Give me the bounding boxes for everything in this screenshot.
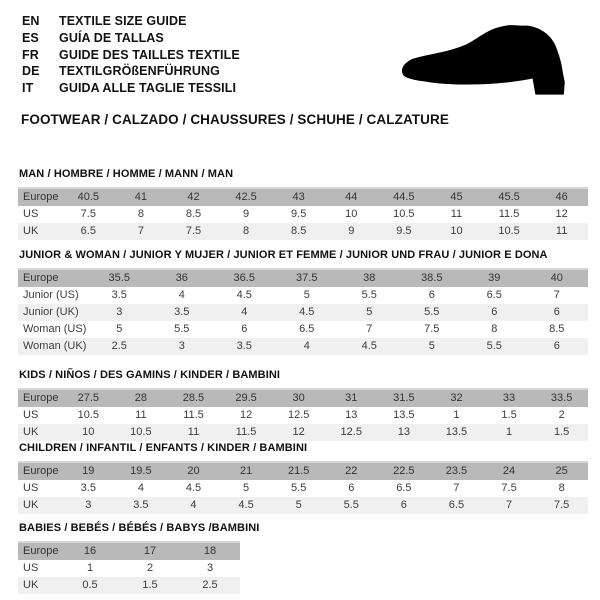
language-label: GUIDE DES TAILLES TEXTILE — [59, 47, 240, 62]
language-code: IT — [22, 81, 34, 96]
size-value: 37.5 — [296, 272, 318, 284]
size-value: 42.5 — [235, 191, 257, 203]
size-value: 32 — [450, 392, 463, 404]
size-value: 10.5 — [393, 208, 415, 220]
size-value: 4 — [190, 499, 197, 511]
size-value: 5 — [428, 340, 435, 352]
size-value: 8 — [558, 482, 565, 494]
size-value: 10 — [82, 426, 95, 438]
size-value: 17 — [143, 545, 157, 557]
size-value: 6 — [400, 499, 407, 511]
size-value: 10.5 — [130, 426, 152, 438]
size-value: 0.5 — [82, 579, 98, 591]
size-value: 4.5 — [299, 306, 315, 318]
size-value: 2.5 — [111, 340, 127, 352]
size-value: 1.5 — [501, 409, 517, 421]
size-value: 9 — [243, 208, 250, 220]
language-code: EN — [22, 14, 40, 28]
size-value: 8.5 — [185, 208, 202, 220]
size-value: 4.5 — [236, 289, 252, 301]
row-label: Europe — [23, 545, 59, 557]
size-value: 28.5 — [182, 392, 205, 404]
section-title: BABIES / BEBÉS / BÉBÉS / BABYS /BAMBINI — [19, 522, 260, 534]
size-value: 12 — [555, 208, 568, 220]
size-value: 6.5 — [448, 499, 465, 511]
section-junior — [18, 249, 588, 355]
size-value: 7 — [137, 225, 144, 237]
size-value: 23.5 — [445, 465, 468, 477]
size-value: 6.5 — [396, 482, 412, 494]
size-value: 25 — [555, 465, 568, 477]
table-row-europe — [18, 270, 588, 287]
size-value: 39 — [488, 272, 501, 284]
size-value: 3.5 — [236, 340, 252, 352]
size-value: 11 — [135, 409, 147, 421]
language-label: TEXTILE SIZE GUIDE — [59, 14, 187, 28]
size-value: 10.5 — [77, 409, 99, 421]
size-value: 11.5 — [235, 426, 257, 438]
size-value: 19 — [82, 465, 95, 477]
size-table — [18, 541, 240, 594]
size-value: 36.5 — [233, 272, 255, 284]
size-value: 8 — [137, 208, 144, 220]
size-value: 44.5 — [393, 191, 415, 203]
size-value: 38 — [363, 272, 376, 284]
size-value: 5.5 — [486, 340, 502, 352]
language-code: DE — [22, 64, 40, 79]
size-value: 7 — [453, 482, 460, 494]
size-value: 5.5 — [424, 306, 440, 318]
size-value: 28 — [134, 392, 148, 404]
row-label: Woman (UK) — [23, 340, 87, 352]
size-value: 22 — [345, 465, 358, 477]
section-title: JUNIOR & WOMAN / JUNIOR Y MUJER / JUNIOR ET FEMME / JUNIOR UND FRAU / JUNIOR E DONA — [19, 249, 548, 261]
size-table — [18, 388, 588, 441]
size-value: 4 — [241, 306, 248, 318]
size-value: 5.5 — [361, 289, 377, 301]
size-value: 7.5 — [80, 208, 96, 220]
size-value: 2 — [146, 562, 154, 574]
row-label: US — [23, 562, 39, 574]
language-code: FR — [22, 47, 39, 62]
language-label: GUIDA ALLE TAGLIE TESSILI — [59, 81, 237, 96]
table-row-uk — [18, 497, 588, 514]
row-label: US — [23, 482, 39, 494]
row-label: Woman (US) — [23, 323, 87, 335]
size-value: 3 — [206, 562, 214, 574]
size-value: 6.5 — [299, 323, 315, 335]
section-man — [18, 168, 588, 240]
size-value: 11 — [450, 208, 463, 220]
size-value: 9.5 — [396, 225, 412, 237]
table-row-europe — [18, 543, 240, 560]
size-value: 45.5 — [498, 191, 520, 203]
table-row-uk — [18, 424, 588, 441]
size-table — [18, 268, 588, 355]
size-value: 21.5 — [287, 465, 310, 477]
size-value: 7 — [553, 289, 560, 301]
table-row-uk — [18, 223, 588, 240]
size-value: 40.5 — [77, 191, 99, 203]
language-code: ES — [22, 30, 39, 45]
size-value: 8 — [491, 323, 498, 335]
size-value: 6 — [348, 482, 355, 494]
size-value: 13.5 — [445, 426, 468, 438]
table-row-woman-uk — [18, 338, 588, 355]
size-value: 12 — [292, 426, 305, 438]
size-value: 7.5 — [424, 323, 440, 335]
size-value: 6.5 — [80, 225, 96, 237]
size-value: 13 — [397, 426, 410, 438]
size-value: 33 — [502, 392, 516, 404]
size-value: 38.5 — [421, 272, 443, 284]
row-label: UK — [23, 225, 39, 237]
section-title: KIDS / NIÑOS / DES GAMINS / KINDER / BAMBINI — [19, 369, 281, 381]
size-value: 3.5 — [133, 499, 149, 511]
table-row-europe — [18, 390, 588, 407]
size-value: 11 — [187, 426, 200, 438]
size-value: 3 — [178, 340, 185, 352]
table-row-europe — [18, 189, 588, 206]
size-value: 36 — [175, 272, 188, 284]
table-row-junior-us — [18, 287, 588, 304]
size-value: 9 — [348, 225, 355, 237]
row-label: Junior (US) — [23, 289, 79, 301]
size-value: 27.5 — [77, 392, 99, 404]
size-value: 4.5 — [361, 340, 377, 352]
table-row-europe — [18, 463, 588, 480]
row-label: Europe — [23, 272, 59, 284]
size-value: 29.5 — [235, 392, 257, 404]
size-value: 7.5 — [553, 499, 570, 511]
size-value: 35.5 — [108, 272, 130, 284]
size-value: 12.5 — [287, 409, 310, 421]
size-value: 11 — [555, 225, 568, 237]
size-value: 30 — [292, 392, 305, 404]
size-value: 21 — [239, 465, 253, 477]
size-value: 43 — [292, 191, 305, 203]
size-value: 4.5 — [185, 482, 202, 494]
size-value: 18 — [203, 545, 217, 557]
size-value: 7.5 — [501, 482, 517, 494]
size-value: 12 — [239, 409, 253, 421]
size-value: 31.5 — [393, 392, 415, 404]
size-value: 8 — [243, 225, 250, 237]
row-label: UK — [23, 499, 39, 511]
section-babies — [18, 522, 588, 594]
row-label: Junior (UK) — [23, 306, 79, 318]
row-label: Europe — [23, 392, 59, 404]
size-value: 4 — [303, 340, 310, 352]
size-value: 10 — [450, 225, 463, 237]
size-value: 4 — [178, 289, 185, 301]
size-value: 42 — [187, 191, 200, 203]
size-value: 2 — [558, 409, 565, 421]
size-value: 5 — [366, 306, 373, 318]
size-tables — [18, 0, 588, 600]
size-value: 1.5 — [142, 579, 158, 591]
size-value: 3 — [116, 306, 123, 318]
size-value: 19.5 — [130, 465, 152, 477]
row-label: UK — [23, 579, 39, 591]
row-label: Europe — [23, 465, 59, 477]
size-value: 6.5 — [486, 289, 502, 301]
size-value: 8.5 — [549, 323, 565, 335]
size-value: 40 — [550, 272, 563, 284]
table-row-us — [18, 206, 588, 223]
size-value: 5 — [116, 323, 123, 335]
size-table — [18, 461, 588, 514]
section-title: CHILDREN / INFANTIL / ENFANTS / KINDER / BAMBINI — [19, 442, 308, 454]
size-value: 10.5 — [498, 225, 520, 237]
size-value: 3.5 — [80, 482, 96, 494]
row-label: US — [23, 409, 39, 421]
size-value: 6 — [553, 306, 560, 318]
size-value: 31 — [345, 392, 358, 404]
section-children — [18, 442, 588, 514]
size-value: 12.5 — [340, 426, 362, 438]
size-value: 5.5 — [343, 499, 359, 511]
size-value: 6 — [241, 323, 248, 335]
table-row-us — [18, 480, 588, 497]
row-label: US — [23, 208, 39, 220]
size-value: 13 — [345, 409, 358, 421]
size-value: 6 — [428, 289, 435, 301]
size-value: 5 — [303, 289, 310, 301]
size-value: 11.5 — [498, 208, 520, 220]
size-value: 22.5 — [393, 465, 415, 477]
size-value: 45 — [450, 191, 463, 203]
size-value: 1 — [505, 426, 513, 438]
language-label: GUÍA DE TALLAS — [59, 30, 164, 45]
size-value: 7 — [366, 323, 373, 335]
size-value: 24 — [502, 465, 516, 477]
size-value: 1 — [453, 409, 460, 421]
size-value: 41 — [134, 191, 148, 203]
size-value: 16 — [83, 545, 97, 557]
size-value: 1.5 — [553, 426, 570, 438]
size-value: 5 — [243, 482, 250, 494]
size-value: 6 — [553, 340, 560, 352]
size-value: 44 — [345, 191, 358, 203]
size-value: 5.5 — [174, 323, 190, 335]
size-value: 9.5 — [291, 208, 307, 220]
size-value: 33.5 — [550, 392, 573, 404]
table-row-uk — [18, 577, 240, 594]
size-value: 13.5 — [393, 409, 415, 421]
size-value: 7.5 — [185, 225, 202, 237]
size-value: 46 — [555, 191, 568, 203]
size-value: 3.5 — [174, 306, 190, 318]
table-row-junior-uk — [18, 304, 588, 321]
size-value: 20 — [187, 465, 200, 477]
table-row-us — [18, 407, 588, 424]
size-value: 2.5 — [202, 579, 218, 591]
table-row-woman-us — [18, 321, 588, 338]
size-value: 3 — [85, 499, 92, 511]
row-label: Europe — [23, 191, 59, 203]
size-value: 5 — [295, 499, 302, 511]
category-heading: FOOTWEAR / CALZADO / CHAUSSURES / SCHUHE / CALZATURE — [21, 112, 449, 127]
size-table — [18, 187, 588, 240]
section-title: MAN / HOMBRE / HOMME / MANN / MAN — [19, 168, 234, 180]
size-value: 3.5 — [111, 289, 127, 301]
size-value: 4 — [137, 482, 144, 494]
row-label: UK — [23, 426, 39, 438]
table-row-us — [18, 560, 240, 577]
size-value: 7 — [505, 499, 513, 511]
size-value: 1 — [86, 562, 94, 574]
language-label: TEXTILGRÖßENFÜHRUNG — [59, 64, 220, 79]
size-value: 6 — [491, 306, 498, 318]
size-value: 5.5 — [291, 482, 307, 494]
size-value: 10 — [345, 208, 358, 220]
size-value: 4.5 — [238, 499, 254, 511]
size-value: 8.5 — [291, 225, 307, 237]
size-value: 11.5 — [183, 409, 204, 421]
section-kids — [18, 369, 588, 441]
